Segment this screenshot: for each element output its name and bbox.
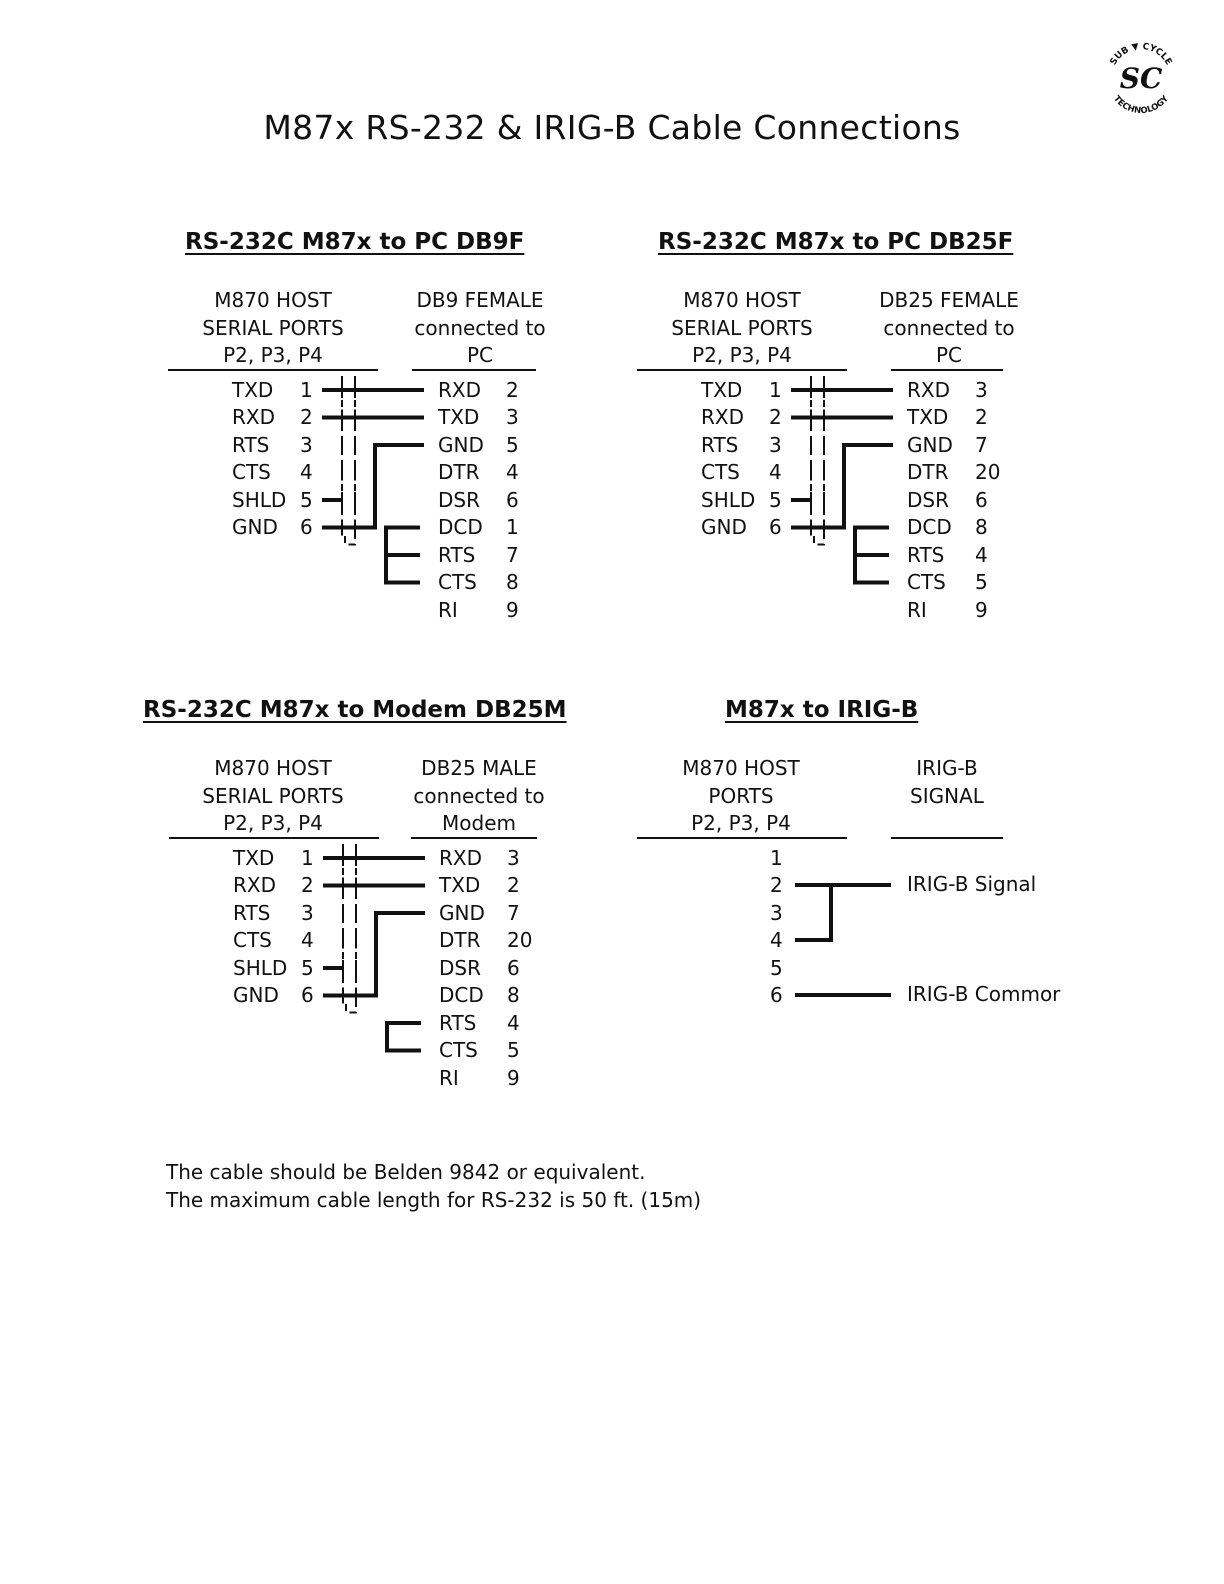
right-pin-number: 6 (975, 487, 988, 512)
right-pin-name: RI (439, 1065, 459, 1090)
left-pin-name: GND (233, 983, 279, 1007)
right-pin-name: GND (907, 432, 953, 457)
right-pin-number: 2 (506, 377, 519, 402)
left-pin-number: 4 (301, 928, 314, 952)
left-pin-name: GND (701, 515, 747, 539)
left-pin-name: RXD (232, 405, 275, 429)
irig-pin-number: 4 (770, 928, 783, 952)
right-pin-name: RXD (907, 377, 950, 402)
right-pin-number: 8 (506, 570, 519, 594)
cable-shield (343, 844, 356, 1013)
right-pin-name: RXD (439, 845, 482, 870)
left-pin-number: 2 (300, 405, 313, 429)
shield-tick (342, 465, 355, 481)
left-pin-name: SHLD (232, 487, 287, 512)
right-pin-number: 2 (975, 405, 988, 429)
shield-tick (343, 933, 356, 949)
irig-wiring (619, 693, 1224, 1133)
irig-pin-number: 6 (770, 983, 783, 1007)
jumper-dcd-rts-cts (855, 528, 889, 583)
left-header: M870 HOST SERIAL PORTS P2, P3, P4 (671, 288, 813, 367)
right-pin-name: DTR (438, 460, 480, 484)
right-pin-name: TXD (907, 405, 949, 429)
note-line: The maximum cable length for RS-232 is 50 ft. (15m) (166, 1188, 702, 1212)
left-pin-name: CTS (233, 928, 272, 952)
irig-common-label: IRIG-B Commor (907, 982, 1061, 1006)
sub-cycle-technology-logo (1098, 34, 1184, 120)
right-pin-name: RTS (438, 542, 476, 567)
right-pin-number: 8 (975, 515, 988, 539)
right-pin-name: DCD (907, 515, 952, 539)
shield-tick (811, 492, 824, 508)
right-pin-name: DTR (439, 928, 481, 952)
irig-pin-number: 1 (770, 845, 783, 870)
left-pin-number: 5 (301, 955, 314, 980)
right-header: DB25 FEMALE connected to PC (879, 288, 1019, 367)
left-pin-name: SHLD (701, 487, 756, 512)
shield-tick (342, 492, 355, 508)
right-pin-number: 6 (506, 487, 519, 512)
svg-text:SC: SC (1119, 62, 1163, 95)
irig-pin-number: 3 (770, 900, 783, 925)
right-pin-name: DTR (907, 460, 949, 484)
shield-tick (811, 437, 824, 453)
right-pin-number: 20 (507, 928, 533, 952)
right-pin-number: 7 (506, 542, 519, 567)
right-pin-number: 5 (506, 432, 519, 457)
right-pin-name: TXD (439, 873, 481, 897)
right-header: DB25 MALE connected to Modem (413, 756, 545, 835)
svg-text:TECHNOLOGY: TECHNOLOGY (1111, 94, 1171, 117)
right-pin-number: 9 (506, 597, 519, 622)
shield-tick (343, 905, 356, 921)
wire-gnd-gnd (322, 445, 424, 528)
diagram-title: RS-232C M87x to PC DB25F (658, 229, 1014, 255)
right-pin-number: 7 (975, 432, 988, 457)
left-header: M870 HOST SERIAL PORTS P2, P3, P4 (202, 756, 344, 835)
right-pin-number: 8 (507, 983, 520, 1007)
left-pin-number: 6 (301, 983, 314, 1007)
left-pin-name: RXD (701, 405, 744, 429)
right-pin-name: GND (439, 900, 485, 925)
left-pin-name: RTS (233, 900, 271, 925)
left-pin-name: TXD (701, 377, 743, 402)
right-pin-name: CTS (907, 570, 946, 594)
right-pin-name: RXD (438, 377, 481, 402)
left-pin-number: 5 (769, 487, 782, 512)
left-pin-number: 1 (769, 377, 782, 402)
right-pin-number: 6 (507, 955, 520, 980)
left-pin-number: 4 (300, 460, 313, 484)
left-pin-number: 1 (301, 845, 314, 870)
right-pin-number: 2 (507, 873, 520, 897)
page-title: M87x RS-232 & IRIG-B Cable Connections (263, 108, 961, 147)
right-pin-number: 4 (975, 542, 988, 567)
diagram-title: M87x to IRIG-B (725, 697, 919, 723)
cable-shield (342, 376, 355, 545)
left-pin-number: 5 (300, 487, 313, 512)
right-pin-name: CTS (439, 1038, 478, 1062)
left-pin-number: 6 (769, 515, 782, 539)
left-pin-number: 2 (769, 405, 782, 429)
left-pin-name: TXD (233, 845, 275, 870)
right-pin-number: 5 (975, 570, 988, 594)
wire-gnd-gnd (323, 913, 425, 996)
diagram-title: RS-232C M87x to Modem DB25M (143, 697, 567, 723)
right-pin-name: RI (907, 597, 927, 622)
left-pin-name: RXD (233, 873, 276, 897)
left-pin-name: CTS (701, 460, 740, 484)
shield-tick (342, 437, 355, 453)
left-pin-number: 6 (300, 515, 313, 539)
note-line: The cable should be Belden 9842 or equivalent. (166, 1160, 646, 1184)
right-header: IRIG-B SIGNAL (910, 756, 984, 808)
right-pin-number: 3 (507, 845, 520, 870)
left-pin-name: RTS (232, 432, 270, 457)
svg-text:SUB ▼ CYCLE: SUB ▼ CYCLE (1108, 41, 1174, 68)
left-pin-number: 1 (300, 377, 313, 402)
left-pin-name: TXD (232, 377, 274, 402)
diagram-db25f (619, 225, 1224, 665)
right-pin-name: DSR (438, 487, 480, 512)
irig-signal-label: IRIG-B Signal (907, 872, 1037, 896)
right-pin-number: 3 (975, 377, 988, 402)
shield-tick (343, 960, 356, 976)
left-pin-number: 3 (300, 432, 313, 457)
right-pin-number: 4 (506, 460, 519, 484)
right-pin-name: DSR (907, 487, 949, 512)
right-pin-name: RTS (907, 542, 945, 567)
right-header: DB9 FEMALE connected to PC (414, 288, 546, 367)
left-pin-number: 2 (301, 873, 314, 897)
right-pin-number: 7 (507, 900, 520, 925)
left-pin-name: RTS (701, 432, 739, 457)
right-pin-number: 1 (506, 515, 519, 539)
right-pin-number: 3 (506, 405, 519, 429)
right-pin-number: 9 (507, 1065, 520, 1090)
diagram-title: RS-232C M87x to PC DB9F (185, 229, 525, 255)
notes (166, 1158, 701, 1214)
right-pin-number: 20 (975, 460, 1001, 484)
left-header: M870 HOST PORTS P2, P3, P4 (682, 756, 800, 835)
right-pin-number: 9 (975, 597, 988, 622)
cable-shield (811, 376, 824, 545)
wire-gnd-gnd (791, 445, 893, 528)
right-pin-name: RI (438, 597, 458, 622)
jumper-rts-cts (387, 1023, 421, 1051)
right-pin-name: RTS (439, 1010, 477, 1035)
jumper-dcd-rts-cts (386, 528, 420, 583)
right-pin-name: TXD (438, 405, 480, 429)
irig-pin-number: 5 (770, 955, 783, 980)
left-pin-name: GND (232, 515, 278, 539)
right-pin-number: 5 (507, 1038, 520, 1062)
left-header: M870 HOST SERIAL PORTS P2, P3, P4 (202, 288, 344, 367)
irig-pin-number: 2 (770, 873, 783, 897)
left-pin-number: 4 (769, 460, 782, 484)
right-pin-name: DSR (439, 955, 481, 980)
diagram-irig-b (619, 693, 1224, 1133)
right-pin-name: DCD (438, 515, 483, 539)
right-pin-name: DCD (439, 983, 484, 1007)
irig-signal-jumper (795, 885, 831, 940)
wiring (619, 225, 1224, 665)
right-pin-number: 4 (507, 1010, 520, 1035)
right-pin-name: CTS (438, 570, 477, 594)
left-pin-number: 3 (301, 900, 314, 925)
right-pin-name: GND (438, 432, 484, 457)
left-pin-number: 3 (769, 432, 782, 457)
left-pin-name: SHLD (233, 955, 288, 980)
shield-tick (811, 465, 824, 481)
left-pin-name: CTS (232, 460, 271, 484)
